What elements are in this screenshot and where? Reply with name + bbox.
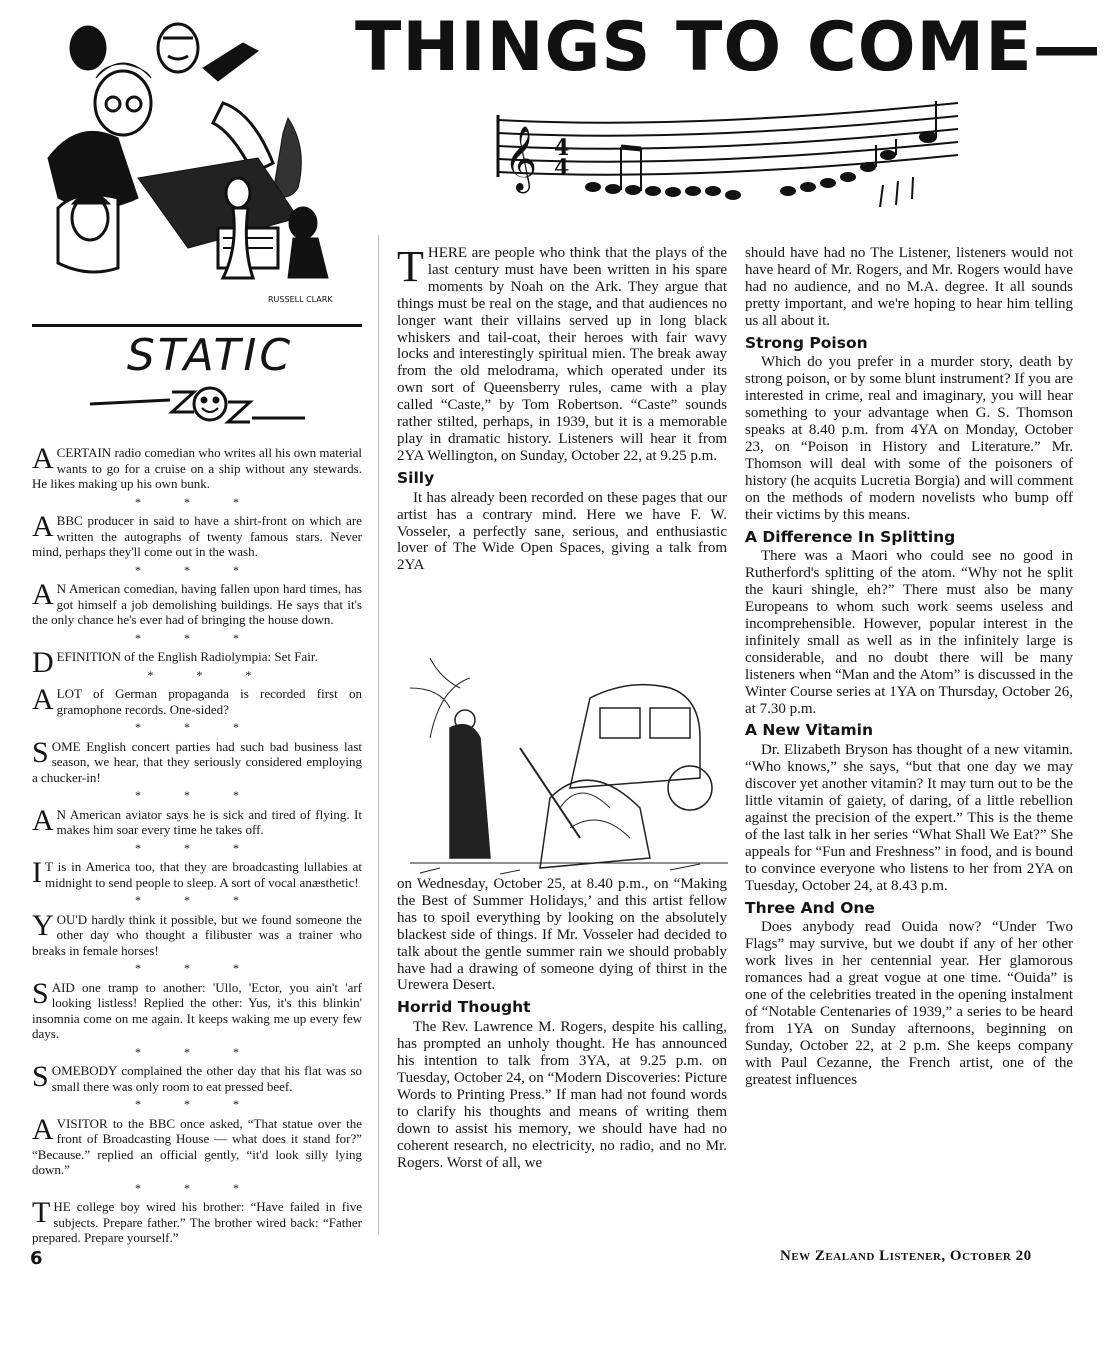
static-item: A BBC producer in said to have a shirt-front on which are written the autographs of twenty famous stars. Never mind, perhaps they'll come out in the wash. bbox=[32, 510, 362, 559]
svg-text:𝄞: 𝄞 bbox=[504, 126, 538, 191]
static-separator: * * * bbox=[135, 840, 259, 855]
three-paragraph: Does anybody read Ouida now? “Under Two Flags” may survive, but we doubt if any of her other work lives in her centennial year. Her glamorous romances had a great vogue at one time. “Ouida” is one of the celebrities treated in the opening instalment of “Notable Centenaries of 1939,” a series to be heard from 1YA on Sunday afternoons, beginning on Sunday, October 22, at 2 p.m. She keeps company with Paul Cezanne, the French artist, one of the greatest influences bbox=[745, 919, 1073, 1088]
static-drop-cap: A bbox=[32, 510, 54, 543]
static-drop-cap: A bbox=[32, 683, 54, 716]
artist-signature: RUSSELL CLARK bbox=[268, 295, 333, 304]
split-paragraph: There was a Maori who could see no good in Rutherford's splitting of the atom. “Why not he split the kauri shingle, eh?” There must also be many Europeans to whom such work seems useless and incomprehensible. However, popular interest in the infinitely small as well as in the infinitely large is considerable, and no doubt there will be many listeners when “Man and the Atom” is discussed in the Winter Course series at 1YA on Thursday, October 26, at 7.30 p.m. bbox=[745, 548, 1073, 717]
static-item: A CERTAIN radio comedian who writes all his own material wants to go for a cruise on a ship without any stewards. He likes making up his own bunk. bbox=[32, 442, 362, 491]
static-item: SOMEBODY complained the other day that his flat was so small there was only room to eat pressed beef. bbox=[32, 1060, 362, 1094]
static-item: SAID one tramp to another: 'Ullo, 'Ector, you ain't 'arf looking listless! Replied the other: Yus, it's this blinkin' insomnia come on me again. It keeps waking me up every few days. bbox=[32, 976, 362, 1041]
static-item: A N American comedian, having fallen upon hard times, has got himself a job demolishing buildings. He says that it's the only chance he's ever had of bringing the house down. bbox=[32, 578, 362, 627]
subhead-horrid-thought: Horrid Thought bbox=[397, 998, 531, 1017]
static-separator: * * * bbox=[135, 961, 259, 975]
magazine-footer: New Zealand Listener, October 20 bbox=[780, 1248, 1032, 1264]
silly-paragraph-cont: on Wednesday, October 25, at 8.40 p.m., on “Making the Best of Summer Holidays,’ and this artist fellow has to spoil everything by looking on the absolutely blackest side of things. If Mr. Vosseler had decided to talk about the gentle summer rain we should probably have had a drawing of someone dying of thirst in the Urewera Desert. bbox=[397, 876, 727, 994]
subhead-new-vitamin: A New Vitamin bbox=[745, 721, 873, 740]
static-separator: * * * bbox=[135, 630, 259, 645]
music-staff-illustration bbox=[488, 95, 968, 215]
poison-paragraph: Which do you prefer in a murder story, death by strong poison, or by some blunt instrument? If you are interested in crime, real and imaginary, you will hear something to your advantage when G. S. Thomson speaks at 8.40 p.m. from 4YA on Monday, October 23, on “Poison in History and Literature.” Mr. Thomson will deal with some of the poisoners of history (he acquits Lucretia Borgia) and will comment on the methods of modern novelists who bump off their victims by this means. bbox=[745, 354, 1073, 523]
static-drop-cap: S bbox=[32, 1060, 49, 1093]
vitamin-paragraph: Dr. Elizabeth Bryson has thought of a new vitamin. “Who knows,” she says, “but that one day we may discover yet another vitamin? It may turn out to be the little vitamin of gaiety, of daring, of a little rebellion against the precision of the expert.” This is the theme of the last talk in her series “What Shall We Eat?” She appeals for “Fun and Freshness” in food, and is bound to convince everyone who listens to her from 2YA on Tuesday, October 24, at 8.43 p.m. bbox=[745, 742, 1073, 894]
static-drop-cap: A bbox=[32, 442, 54, 475]
static-drop-cap: S bbox=[32, 735, 49, 769]
silly-paragraph: It has already been recorded on these pages that our artist has a contrary mind. Here we have F. W. Vosseler, a perfectly sane, serious, and enthusiastic lover of The Wide Open Spaces, giving a talk from 2YA bbox=[397, 489, 727, 574]
static-separator: * * * bbox=[135, 1180, 259, 1195]
static-drop-cap: D bbox=[32, 646, 54, 679]
static-item: SOME English concert parties had such bad business last season, we hear, that they seriously considered employing a chucker-in! bbox=[32, 735, 362, 785]
cartoon-illustration bbox=[410, 648, 728, 880]
static-column bbox=[32, 442, 362, 1246]
static-drop-cap: Y bbox=[32, 908, 54, 942]
page-title: THINGS TO COME— bbox=[355, 8, 1102, 87]
page-number: 6 bbox=[30, 1248, 43, 1269]
static-item: I T is in America too, that they are broadcasting lullabies at midnight to send people to sleep. A sort of vocal anæsthetic! bbox=[32, 856, 362, 890]
subhead-strong-poison: Strong Poison bbox=[745, 333, 868, 352]
static-drop-cap: A bbox=[32, 803, 54, 837]
svg-text:4: 4 bbox=[554, 155, 570, 181]
subhead-three-and-one: Three And One bbox=[745, 898, 875, 917]
svg-text:4: 4 bbox=[554, 135, 570, 161]
static-logo-illustration bbox=[80, 378, 310, 434]
article-column-3 bbox=[745, 245, 1073, 1089]
static-separator: * * * bbox=[135, 720, 259, 734]
static-separator: * * * bbox=[147, 667, 272, 682]
horrid-paragraph: The Rev. Lawrence M. Rogers, despite his calling, has prompted an unholy thought. He has announced his intention to talk from 3YA, at 9.25 p.m. on Tuesday, October 24, on “Modern Discoveries: Picture Words to Printing Press.” If man had not found words to clarify his thoughts and means of writing them down to assist his memory, we should have had no coherent research, no electricity, no radio, and no Mr. Rogers. Worst of all, we bbox=[397, 1019, 727, 1171]
static-separator: * * * bbox=[135, 893, 259, 907]
static-item: A N American aviator says he is sick and tired of flying. It makes him soar every time he takes off. bbox=[32, 803, 362, 837]
static-drop-cap: T bbox=[32, 1196, 51, 1229]
static-drop-cap: A bbox=[32, 578, 54, 611]
article-column-2-lower bbox=[397, 876, 727, 1171]
subhead-silly: Silly bbox=[397, 468, 435, 487]
static-drop-cap: S bbox=[32, 976, 49, 1010]
static-item: THE college boy wired his brother: “Have failed in five subjects. Prepare father.” The brother wired back: “Father prepared. Prepare yourself.” bbox=[32, 1196, 362, 1245]
column-divider bbox=[378, 235, 379, 1235]
intro-paragraph: THERE are people who think that the plays of the last century must have been written in his spare moments by Noah on the Ark. They argue that things must be real on the stage, and that audiences no longer want their villains served up in long black whiskers and tail-coat, their heroes with fair wavy locks and interestingly spiritual mien. The break away from the old melodrama, which operated under its own sort of Queensberry rules, came with a play called “Caste,” by Tom Robertson. “Caste” sounds rather stilted, perhaps, in 1939, but it is a memorable play in dramatic history. Listeners will hear it from 2YA Wellington, on Sunday, October 22, at 9.25 p.m. bbox=[397, 242, 727, 464]
subhead-difference-splitting: A Difference In Splitting bbox=[745, 527, 956, 546]
static-separator: * * * bbox=[135, 562, 259, 577]
static-separator: * * * bbox=[135, 1097, 259, 1111]
drop-cap: T bbox=[397, 242, 424, 291]
band-illustration bbox=[28, 8, 353, 308]
static-heading: STATIC bbox=[126, 330, 294, 381]
static-drop-cap: I bbox=[32, 856, 42, 889]
static-item: A LOT of German propaganda is recorded first on gramophone records. One-sided? bbox=[32, 683, 362, 717]
static-separator: * * * bbox=[135, 1044, 259, 1059]
static-item: DEFINITION of the English Radiolympia: Set Fair. bbox=[32, 646, 318, 679]
article-column-2 bbox=[397, 242, 727, 574]
static-top-rule bbox=[32, 324, 362, 327]
static-item: A VISITOR to the BBC once asked, “That statue over the front of Broadcasting House — what does it stand for?” “Because.” replied an official gently, “it'd look silly lying down.” bbox=[32, 1112, 362, 1177]
static-separator: * * * bbox=[135, 788, 259, 802]
continued-paragraph: should have had no The Listener, listeners would not have heard of Mr. Rogers, and Mr. Rogers would have had no audience, and no M.A. degree. It all sounds pretty important, and we're hoping to hear him telling us all about it. bbox=[745, 245, 1073, 329]
static-separator: * * * bbox=[135, 494, 259, 509]
static-item: YOU'D hardly think it possible, but we found someone the other day who thought a filibuster was a trainer who breaks in female horses! bbox=[32, 908, 362, 958]
static-drop-cap: A bbox=[32, 1112, 54, 1146]
